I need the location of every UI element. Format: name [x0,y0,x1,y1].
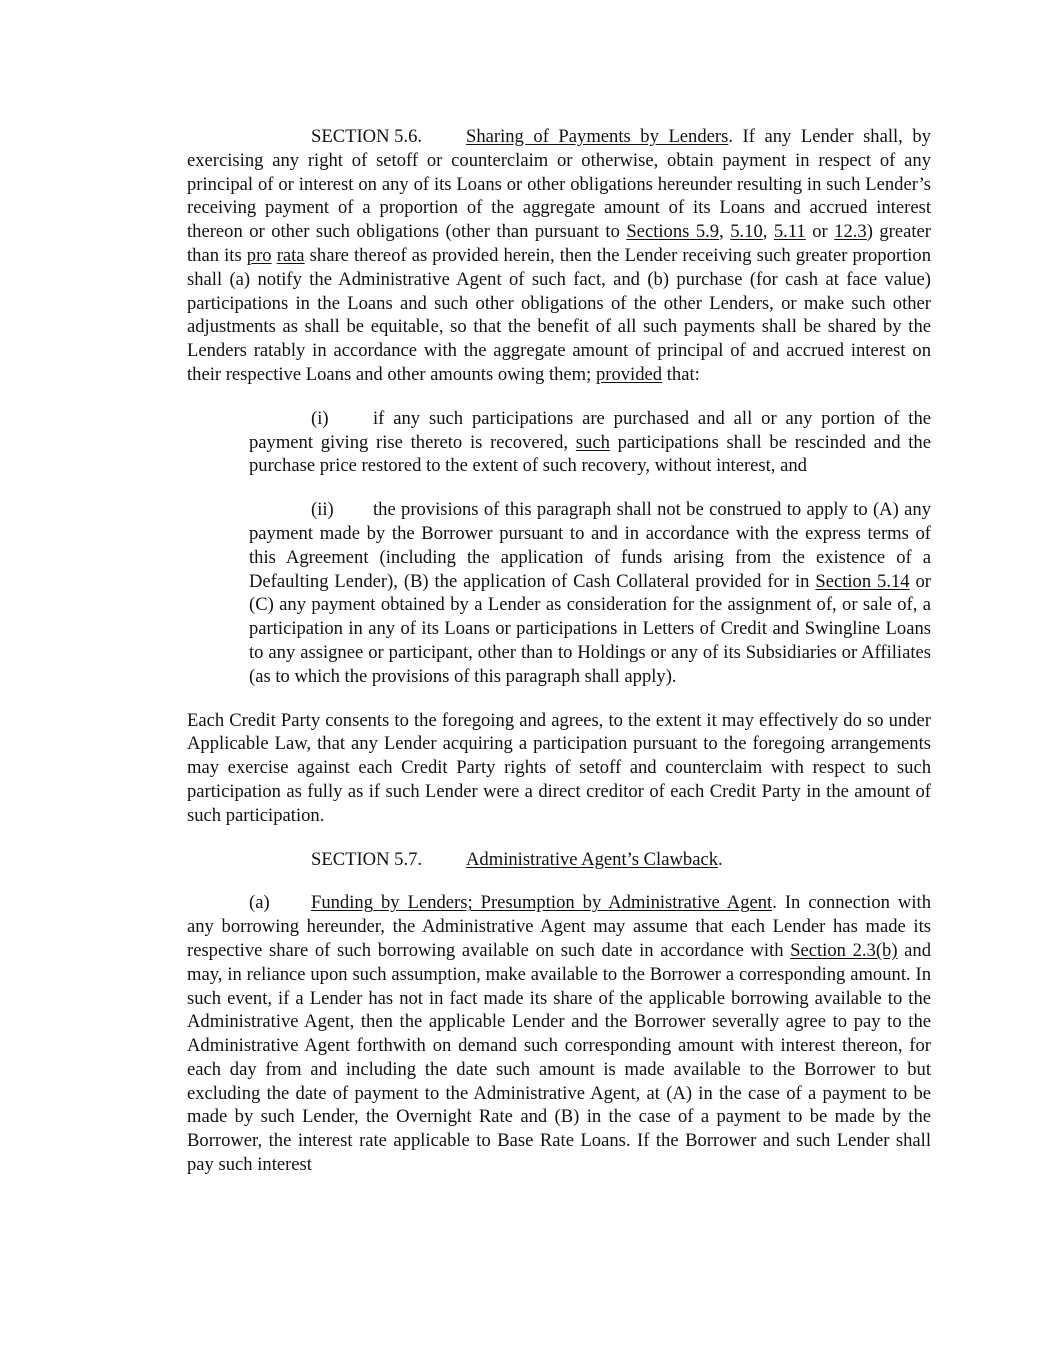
paragraph-a-number: (a) [249,892,270,914]
clause-i: (i) if any such participations are purchased and all or any portion of the payment giving rise thereto is recovered, such participations shall be rescinded and the purchase price restored to the extent of such recovery, without interest, and [249,407,931,477]
section-5-6-number: SECTION 5.6. [311,126,423,147]
section-5-7-number: SECTION 5.7. [311,848,423,870]
ref-12-3: 12.3 [834,221,867,243]
ref-5-10: 5.10 [730,221,763,243]
ref-section-2-3-b: Section 2.3(b) [790,939,898,961]
such-term: such [575,431,610,453]
paragraph-a-title: Funding by Lenders; Presumption by Administrative Agent [311,892,773,914]
clause-ii: (ii) the provisions of this paragraph shall not be construed to apply to (A) any payment made by the Borrower pursuant to and in accordance with the express terms of this Agreement (including the application of funds arising from the existence of a Defaulting Lender), (B) the application of Cash Collateral provided for in Section 5.14 or (C) any payment obtained by a Lender as consideration for the assignment of, or sale of, a participation in any of its Loans or participations in Letters of Credit and Swingline Loans to any assignee or participant, other than to Holdings or any of its Subsidiaries or Affiliates (as to which the provisions of this paragraph shall apply). [249,499,931,687]
consent-paragraph: Each Credit Party consents to the foregoing and agrees, to the extent it may effectively do so under Applicable Law, that any Lender acquiring a participation pursuant to the foregoing arrangements may exercise against each Credit Party rights of setoff and counterclaim with respect to such participation as fully as if such Lender were a direct creditor of each Credit Party in the amount of such participation. [187,709,931,826]
paragraph-a: (a) Funding by Lenders; Presumption by Administrative Agent. In connection with any borrowing hereunder, the Administrative Agent may assume that each Lender has made its respective share of such borrowing available on such date in accordance with Section 2.3(b) and may, in reliance upon such assumption, make available to the Borrower a corresponding amount. In such event, if a Lender has not in fact made its share of the applicable borrowing available to the Administrative Agent, then the applicable Lender and the Borrower severally agree to pay to the Administrative Agent forthwith on demand such corresponding amount with interest thereon, for each day from and including the date such amount is made available to the Borrower to but excluding the date of payment to the Administrative Agent, at (A) in the case of a payment to be made by such Lender, the Overnight Rate and (B) in the case of a payment to be made by the Borrower, the interest rate applicable to Base Rate Loans. If the Borrower and such Lender shall pay such interest [187,892,932,1176]
ref-5-11: 5.11 [773,221,806,243]
section-5-6-paragraph: SECTION 5.6. Sharing of Payments by Lenders. If any Lender shall, by exercising any right of setoff or counterclaim or otherwise, obtain payment in respect of any principal of or interest on any of its Loans or other obligations hereunder resulting in such Lender’s receiving payment of a proportion of the aggregate amount of its Loans and accrued interest thereon or other such obligations (other than pursuant to Sections 5.9, 5.10, 5.11 or 12.3) greater than its pro rata share thereof as provided herein, then the Lender receiving such greater proportion shall (a) notify the Administrative Agent of such fact, and (b) purchase (for cash at face value) participations in the Loans and such other obligations of the other Lenders, or make such other adjustments as shall be equitable, so that the benefit of all such payments shall be shared by the Lenders ratably in accordance with the aggregate amount of principal of and accrued interest on their respective Loans and other amounts owing them; provided that: [187,126,931,385]
pro-term: pro [246,244,272,266]
document-page [187,125,931,1177]
provided-term: provided [595,363,663,385]
ref-sections-5-9: Sections 5.9 [626,221,720,243]
rata-term: rata [276,244,305,266]
clause-i-number: (i) [311,407,329,429]
clause-ii-number: (ii) [311,499,334,521]
section-5-6-title: Sharing of Payments by Lenders [466,126,729,147]
section-5-7-title: Administrative Agent’s Clawback [466,848,719,870]
section-5-7-heading: SECTION 5.7. Administrative Agent’s Clawback. [311,848,723,870]
ref-section-5-14: Section 5.14 [815,570,910,592]
